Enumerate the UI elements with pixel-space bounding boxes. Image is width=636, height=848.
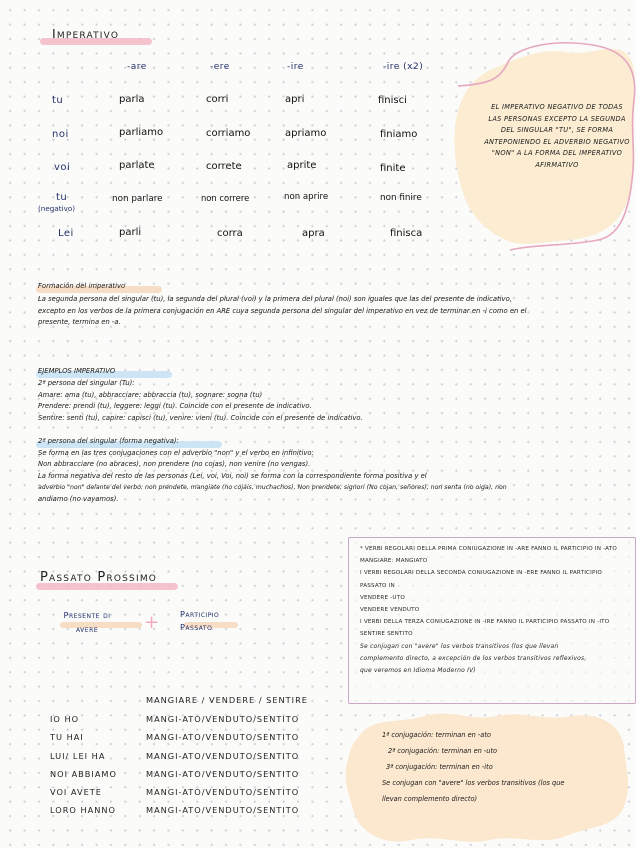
ejemplos-line: Prendere: prendi (tu), leggere: leggi (tu). Coincide con el presente de indicativo. [38, 402, 312, 411]
ejemplos-heading: EJEMPLOS IMPERATIVO [38, 367, 116, 375]
formula-right-line-1: Participio [180, 609, 220, 619]
form-apriamo: apriamo [285, 128, 327, 139]
form-non-correre: non correre [201, 193, 250, 203]
ending-are: -are [127, 62, 147, 72]
pronoun-voi: voi [54, 162, 71, 173]
imperativo-title: Imperativo [52, 26, 120, 41]
pronoun-lei: Lei [58, 228, 74, 239]
formacion-line: excepto en los verbos de la primera conjugación en ARE cuya segunda persona del singular del imperativo en vez de terminar en -i como en el [38, 306, 527, 315]
form-correte: correte [206, 161, 242, 172]
box-line: complemento directo, a excepción de los verbos transitivos reflexivos, [360, 654, 587, 662]
summary-line: 1ª conjugación: terminan en -ato [382, 731, 491, 739]
box-line: Se conjugan con "avere" los verbos transitivos (los que llevan [360, 642, 559, 650]
ejemplos-line: Sentire: senti (tu), capire: capisci (tu), venire: vieni (tu). Coincide con el presente de indicativo. [38, 413, 363, 422]
pp-form: MANGI-ATO/VENDUTO/SENTITO [146, 805, 300, 815]
form-parlate: parlate [119, 160, 155, 171]
pronoun-tu: tu [52, 95, 64, 106]
formula-left-line-2: avere [75, 624, 99, 634]
pp-pronoun: VOI AVETE [50, 787, 102, 797]
form-apri: apri [285, 94, 305, 105]
pronoun-tu-negativo: tu [56, 192, 68, 203]
form-aprite: aprite [287, 160, 317, 171]
ejemplos-line: adverbio "non" delante del verbo: non prendete, mangiate (no cojáis, muchachos), Non prendete, signori (No cojan, señores), non senta (no oiga), non [38, 484, 507, 492]
formula-presente-avere [52, 610, 122, 634]
ejemplos-line: Non abbracciare (no abraces), non prendere (no cojas), non venire (no vengas). [38, 460, 311, 469]
pronoun-noi: noi [52, 129, 69, 140]
plus-sign: + [144, 612, 160, 633]
form-finisci: finisci [378, 95, 407, 106]
passato-title: Passato Prossimo [40, 570, 158, 585]
ejemplos-line: Se forma en las tres conjugaciones con el adverbio "non" y el verbo en infinitivo: [38, 448, 314, 457]
ejemplos-line: Amare: ama (tu), abbracciare: abbraccia (tu), sognare: sogna (tu) [38, 390, 263, 399]
pp-pronoun: IO HO [50, 714, 80, 724]
box-line: MANGIARE: MANGIATO [360, 558, 428, 565]
form-non-finire: non finire [380, 193, 422, 203]
box-line: que veremos en Idioma Moderno IV) [360, 667, 476, 675]
box-line: * VERBI REGOLARI DELLA PRIMA CONIUGAZIONE IN -ARE FANNO IL PARTICIPIO IN -ATO [360, 546, 617, 552]
ejemplos-sub-2: 2ª persona del singular (forma negativa): [38, 437, 179, 445]
pp-pronoun: TU HAI [50, 732, 84, 742]
summary-line: 3ª conjugación: terminan en -ito [386, 763, 493, 771]
form-finisca: finisca [390, 228, 423, 239]
box-line: PASSATO IN [360, 582, 395, 589]
form-parliamo: parliamo [119, 127, 164, 138]
summary-line: Se conjugan con "avere" los verbos transitivos (los que [382, 779, 565, 787]
formula-left-line-1: Presente di [63, 610, 111, 620]
ending-ere: -ere [210, 62, 230, 72]
pp-form: MANGI-ATO/VENDUTO/SENTITO [146, 787, 300, 797]
ending-ire: -ire [287, 62, 304, 72]
pp-pronoun: LUI/ LEI HA [50, 751, 106, 761]
formula-right-line-2: Passato [180, 622, 213, 632]
form-non-parlare: non parlare [112, 194, 163, 204]
box-line: VENDERE -UTO [360, 594, 405, 601]
box-line: VENDERE VENDUTO [360, 607, 420, 614]
pp-form: MANGI-ATO/VENDUTO/SENTITO [146, 751, 300, 761]
ejemplos-line: La forma negativa del resto de las personas (Lei, voi, Voi, noi) se forma con la correspondiente forma positiva y el [38, 471, 427, 480]
ejemplos-line: andiamo (no vayamos). [38, 494, 119, 503]
form-non-aprire: non aprire [284, 192, 329, 202]
form-corra: corra [217, 228, 243, 239]
ejemplos-block-2 [38, 436, 507, 506]
form-parla: parla [119, 94, 145, 105]
box-line: SENTIRE SENTITO [360, 631, 413, 638]
formacion-line: presente, termina en -a. [38, 318, 121, 327]
form-finiamo: finiamo [380, 129, 418, 140]
ending-ire-x2: -ire (x2) [383, 62, 424, 72]
form-finite: finite [380, 163, 406, 174]
verbs-header: MANGIARE / VENDERE / SENTIRE [146, 695, 308, 705]
summary-text [366, 728, 628, 807]
pp-form: MANGI-ATO/VENDUTO/SENTITO [146, 769, 300, 779]
form-apra: apra [302, 228, 325, 239]
box-line: I VERBI REGOLARI DELLA SECONDA CONIUGAZIONE IN -ERE FANNO IL PARTICIPIO [360, 570, 603, 577]
ejemplos-sub-1: 2ª persona del singular (Tu): [38, 379, 135, 387]
formula-participio-passato [180, 609, 219, 632]
formacion-heading: Formación del imperativo [38, 282, 126, 290]
participio-rules-text [360, 543, 630, 677]
summary-line: llevan complemento directo) [382, 795, 478, 803]
negativo-note: (negativo) [38, 204, 76, 213]
formacion-line: La segunda persona del singular (tu), la segunda del plural (voi) y la primera del plural (noi) son iguales que las del presente de indicativo, [38, 295, 512, 303]
pp-form: MANGI-ATO/VENDUTO/SENTITO [146, 714, 300, 724]
pp-form: MANGI-ATO/VENDUTO/SENTITO [146, 732, 300, 742]
pp-pronoun: NOI ABBIAMO [50, 769, 117, 779]
pp-pronoun: LORO HANNO [50, 805, 116, 815]
ejemplos-block-1 [38, 378, 363, 424]
form-corriamo: corriamo [206, 128, 251, 139]
imperativo-negativo-note: EL IMPERATIVO NEGATIVO DE TODAS LAS PERSONAS EXCEPTO LA SEGUNDA DEL SINGULAR "TU", SE FORMA ANTEPONIENDO EL ADVERBIO NEGATIVO "NON" A LA FORMA DEL IMPERATIVO AFIRMATIVO [484, 103, 630, 169]
summary-line: 2ª conjugación: terminan en -uto [388, 747, 498, 755]
form-corri: corri [206, 94, 229, 105]
box-line: I VERBI DELLA TERZA CONIUGAZIONE IN -IRE FANNO IL PARTICIPIO PASSATO IN -ITO [360, 619, 610, 626]
form-parli: parli [119, 227, 142, 238]
formacion-paragraph [38, 294, 628, 329]
